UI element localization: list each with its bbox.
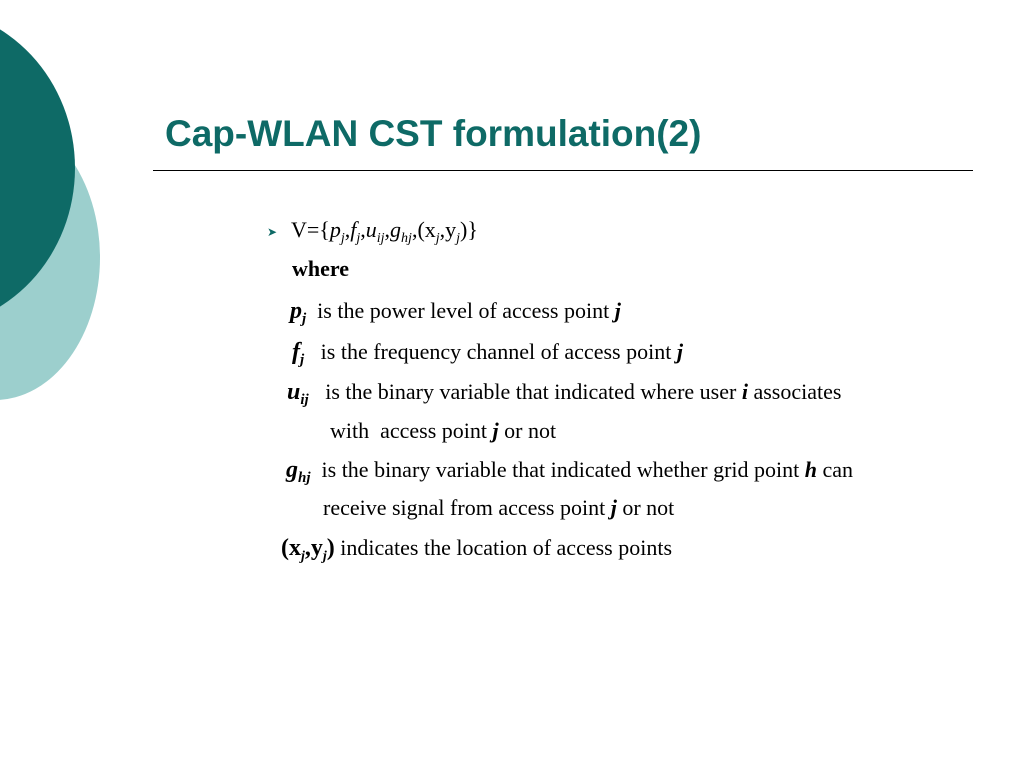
- definition-text: is the frequency channel of access point: [320, 339, 672, 364]
- slide-title: Cap-WLAN CST formulation(2): [165, 113, 702, 154]
- definition-grid-coverage: $g_{hj}$ is the binary variable that indicated whether grid point h can: [286, 457, 854, 486]
- definition-power-level: $p_j$ is the power level of access point j: [290, 298, 621, 327]
- definition-text: is the power level of access point: [317, 298, 610, 323]
- definition-location: [281, 534, 672, 562]
- symbol-g: $g_{hj}$: [286, 457, 311, 486]
- set-prefix: V={: [291, 217, 330, 242]
- where-heading: where: [292, 256, 350, 281]
- title-divider: [153, 170, 973, 171]
- set-suffix: )}: [460, 217, 478, 242]
- definition-text: indicates the location of access points: [340, 535, 673, 560]
- symbol-f: $f_j$: [292, 339, 305, 368]
- definition-user-association-cont: with access point j or not: [330, 418, 557, 443]
- definition-grid-coverage-cont: receive signal from access point j or not: [323, 495, 675, 520]
- symbol-u: $u_{ij}$: [287, 379, 309, 408]
- definition-user-association: $u_{ij}$ is the binary variable that indicated where user i associates: [287, 379, 842, 408]
- arrow-bullet-icon: ➤: [267, 225, 278, 239]
- definition-frequency-channel: $f_j$ is the frequency channel of access point j: [292, 339, 683, 368]
- variable-set-line: $V=\{p_j,f_j,u_{ij},g_{hj},(x_j,y_j)\}$: [291, 217, 478, 246]
- symbol-p: $p_j$: [290, 298, 307, 327]
- symbol-xy: $(x_j,y_j)$: [281, 535, 335, 564]
